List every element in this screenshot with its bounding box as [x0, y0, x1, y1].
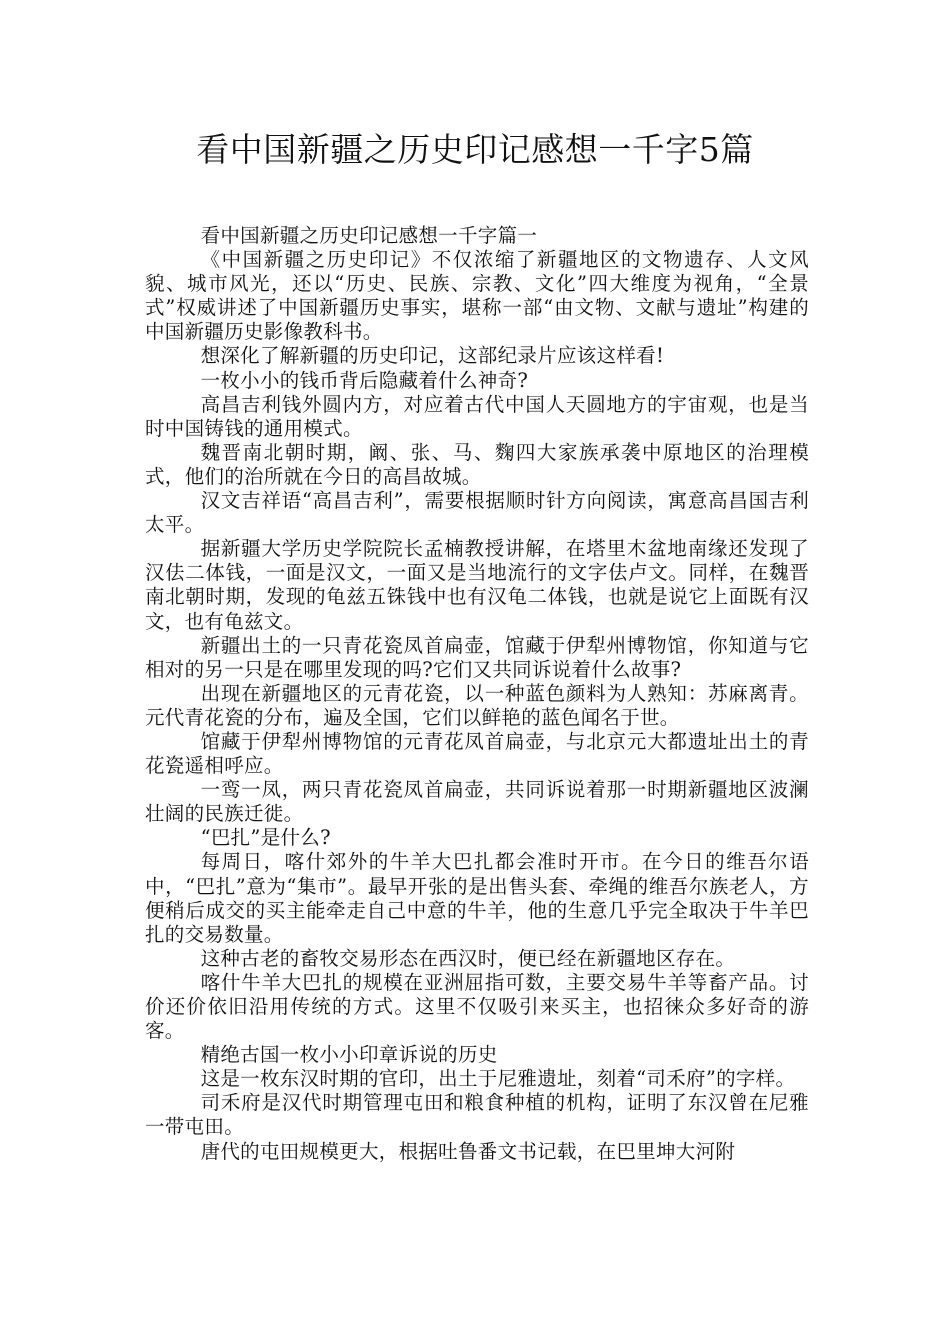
- paragraph: 一鸾一凤，两只青花瓷凤首扁壶，共同诉说着那一时期新疆地区波澜壮阔的民族迁徙。: [145, 778, 809, 826]
- paragraph: 新疆出土的一只青花瓷凤首扁壶，馆藏于伊犁州博物馆，你知道与它相对的另一只是在哪里发现的吗?它们又共同诉说着什么故事?: [145, 633, 809, 681]
- paragraph: 唐代的屯田规模更大，根据吐鲁番文书记载，在巴里坤大河附: [200, 1139, 736, 1163]
- paragraph: 汉文吉祥语“高昌吉利”，需要根据顺时针方向阅读，寓意高昌国吉利太平。: [145, 489, 809, 537]
- paragraph: 魏晋南北朝时期，阚、张、马、麴四大家族承袭中原地区的治理模式，他们的治所就在今日的高昌故城。: [145, 440, 809, 488]
- paragraph: 喀什牛羊大巴扎的规模在亚洲屈指可数，主要交易牛羊等畜产品。讨价还价依旧沿用传统的方式。这里不仅吸引来买主，也招徕众多好奇的游客。: [145, 970, 809, 1043]
- paragraph: “巴扎”是什么?: [200, 826, 331, 850]
- paragraph: 《中国新疆之历史印记》不仅浓缩了新疆地区的文物遗存、人文风貌、城市风光，还以“历史、民族、宗教、文化”四大维度为视角，“全景式”权威讲述了中国新疆历史事实，堪称一部“由文物、文献与遗址”构建的中国新疆历史影像教科书。: [145, 248, 809, 344]
- paragraph: 这是一枚东汉时期的官印，出土于尼雅遗址，刻着“司禾府”的字样。: [200, 1067, 796, 1091]
- paragraph: 高昌吉利钱外圆内方，对应着古代中国人天圆地方的宇宙观，也是当时中国铸钱的通用模式。: [145, 392, 809, 440]
- paragraph: 这种古老的畜牧交易形态在西汉时，便已经在新疆地区存在。: [200, 946, 736, 970]
- paragraph: 精绝古国一枚小小印章诉说的历史: [200, 1043, 498, 1067]
- document-body: [145, 224, 809, 1164]
- document-title: 看中国新疆之历史印记感想一千字5篇: [196, 130, 754, 169]
- paragraph: 司禾府是汉代时期管理屯田和粮食种植的机构，证明了东汉曾在尼雅一带屯田。: [145, 1091, 809, 1139]
- paragraph: 出现在新疆地区的元青花瓷，以一种蓝色颜料为人熟知：苏麻离青。元代青花瓷的分布，遍及全国，它们以鲜艳的蓝色闻名于世。: [145, 681, 809, 729]
- paragraph: 看中国新疆之历史印记感想一千字篇一: [200, 224, 538, 247]
- paragraph: 每周日，喀什郊外的牛羊大巴扎都会准时开市。在今日的维吾尔语中，“巴扎”意为“集市”。最早开张的是出售头套、牵绳的维吾尔族老人，方便稍后成交的买主能牵走自己中意的牛羊，他的生意几乎完全取决于牛羊巴扎的交易数量。: [145, 850, 809, 946]
- paragraph: 据新疆大学历史学院院长孟楠教授讲解，在塔里木盆地南缘还发现了汉佉二体钱，一面是汉文，一面又是当地流行的文字佉卢文。同样，在魏晋南北朝时期，发现的龟兹五铢钱中也有汉龟二体钱，也就是说它上面既有汉文，也有龟兹文。: [145, 537, 809, 633]
- paragraph: 一枚小小的钱币背后隐藏着什么神奇?: [200, 368, 529, 392]
- paragraph: 想深化了解新疆的历史印记，这部纪录片应该这样看!: [200, 344, 665, 368]
- paragraph: 馆藏于伊犁州博物馆的元青花凤首扁壶，与北京元大都遗址出土的青花瓷遥相呼应。: [145, 729, 809, 778]
